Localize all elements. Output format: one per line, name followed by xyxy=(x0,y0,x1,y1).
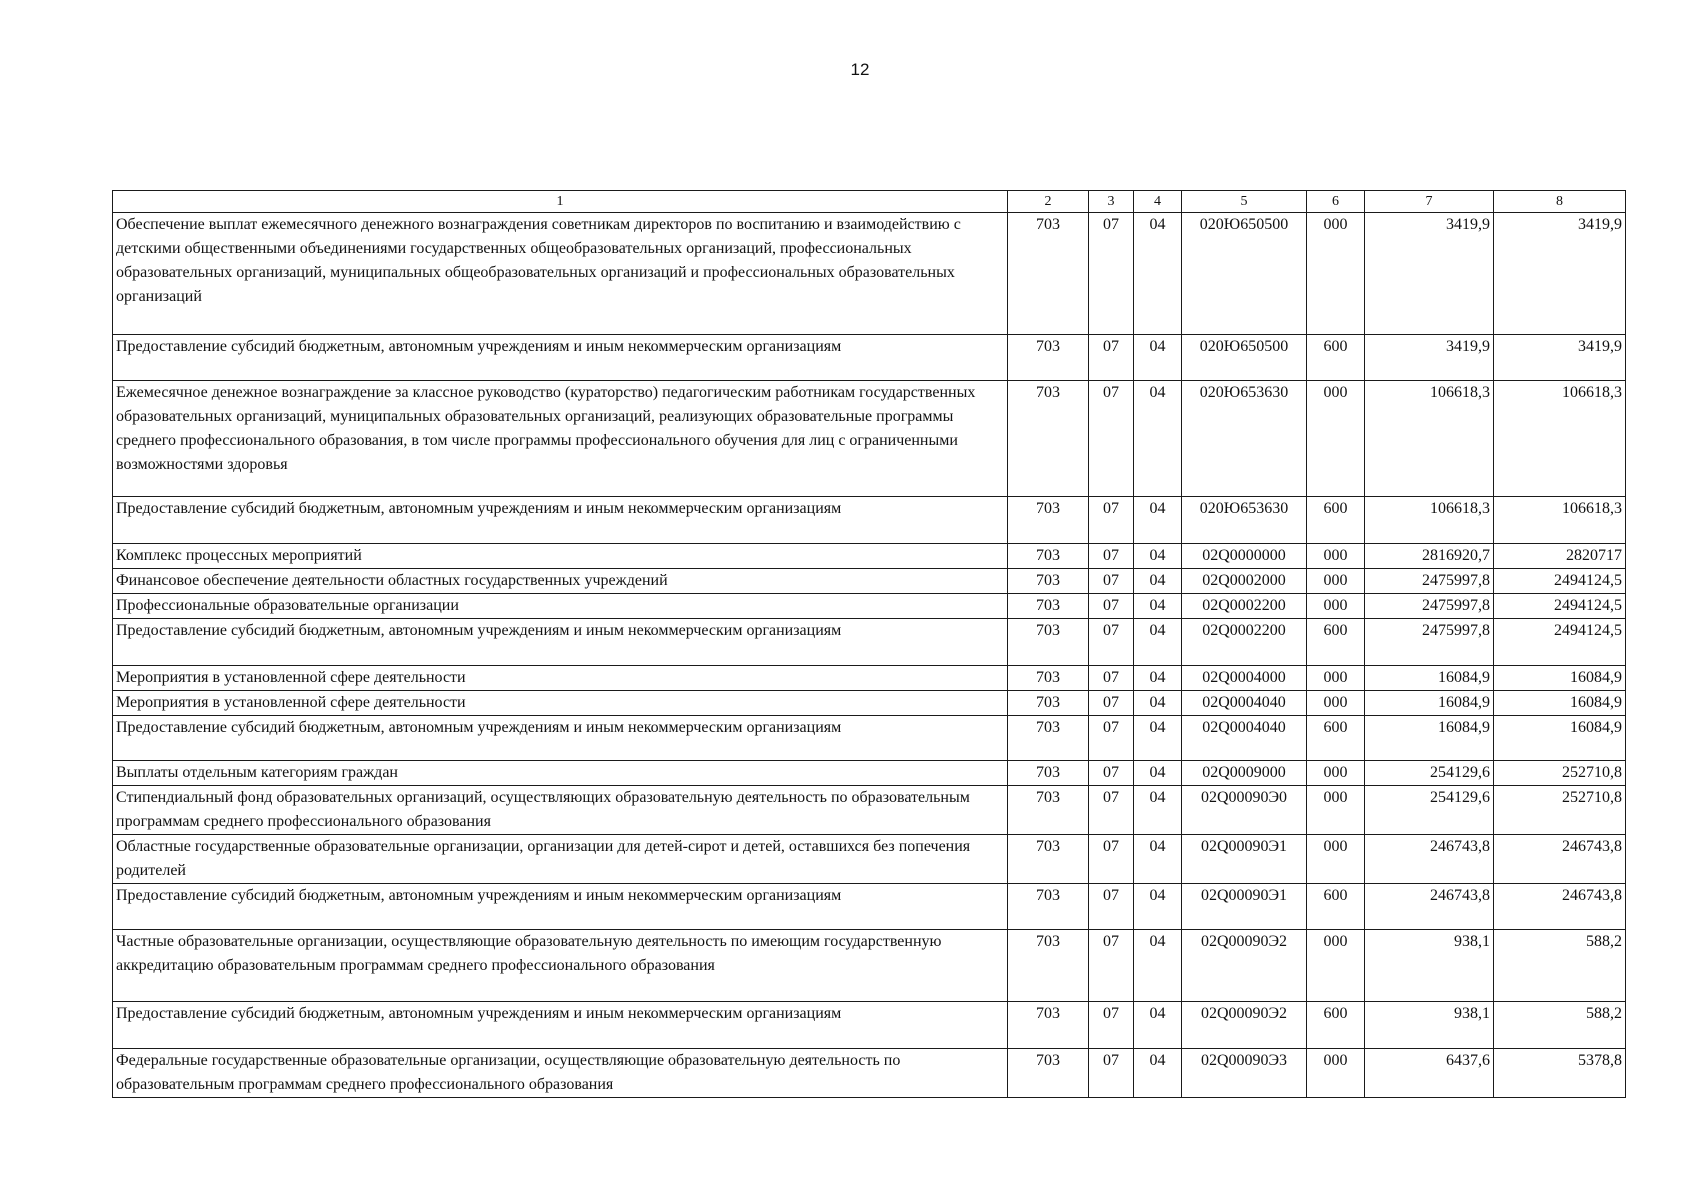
table-row xyxy=(113,213,1626,335)
cell-col5: 02Q00090Э3 xyxy=(1182,1049,1307,1098)
cell-col6: 600 xyxy=(1307,716,1365,761)
cell-col6: 000 xyxy=(1307,835,1365,884)
header-cell: 8 xyxy=(1494,191,1626,213)
cell-col6: 000 xyxy=(1307,569,1365,594)
cell-col5: 02Q0004040 xyxy=(1182,691,1307,716)
row-name: Областные государственные образовательные организации, организации для детей-сирот и детей, оставшихся без попечения родителей xyxy=(113,835,1008,884)
cell-col2: 703 xyxy=(1008,930,1089,1002)
cell-col4: 04 xyxy=(1134,666,1182,691)
cell-col5: 020Ю650500 xyxy=(1182,335,1307,381)
cell-col8: 2494124,5 xyxy=(1494,619,1626,666)
cell-col2: 703 xyxy=(1008,594,1089,619)
row-name: Обеспечение выплат ежемесячного денежного вознаграждения советникам директоров по воспитанию и взаимодействию с детскими общественными объединениями государственных общеобразовательных организаций, профессиональных образовательных организаций, муниципальных общеобразовательных организаций и профессиональных образовательных организаций xyxy=(113,213,1008,335)
cell-col2: 703 xyxy=(1008,619,1089,666)
cell-col5: 02Q00090Э0 xyxy=(1182,786,1307,835)
table-row xyxy=(113,569,1626,594)
header-cell: 3 xyxy=(1089,191,1134,213)
page-number: 12 xyxy=(850,60,870,79)
row-name: Предоставление субсидий бюджетным, автономным учреждениям и иным некоммерческим организациям xyxy=(113,884,1008,930)
header-cell: 7 xyxy=(1365,191,1494,213)
cell-col6: 000 xyxy=(1307,544,1365,569)
cell-col4: 04 xyxy=(1134,335,1182,381)
table-row xyxy=(113,716,1626,761)
cell-col7: 938,1 xyxy=(1365,1002,1494,1049)
cell-col8: 2494124,5 xyxy=(1494,594,1626,619)
cell-col5: 020Ю653630 xyxy=(1182,381,1307,497)
cell-col3: 07 xyxy=(1089,544,1134,569)
table-row xyxy=(113,619,1626,666)
header-cell: 1 xyxy=(113,191,1008,213)
cell-col7: 106618,3 xyxy=(1365,381,1494,497)
cell-col4: 04 xyxy=(1134,213,1182,335)
cell-col5: 020Ю650500 xyxy=(1182,213,1307,335)
cell-col7: 2816920,7 xyxy=(1365,544,1494,569)
cell-col2: 703 xyxy=(1008,569,1089,594)
cell-col7: 16084,9 xyxy=(1365,691,1494,716)
cell-col2: 703 xyxy=(1008,884,1089,930)
table-row xyxy=(113,1049,1626,1098)
cell-col4: 04 xyxy=(1134,1049,1182,1098)
row-name: Мероприятия в установленной сфере деятельности xyxy=(113,691,1008,716)
table-row xyxy=(113,544,1626,569)
cell-col7: 16084,9 xyxy=(1365,716,1494,761)
table-row xyxy=(113,691,1626,716)
cell-col4: 04 xyxy=(1134,761,1182,786)
table-header-row xyxy=(113,191,1626,213)
row-name: Предоставление субсидий бюджетным, автономным учреждениям и иным некоммерческим организациям xyxy=(113,716,1008,761)
table-row xyxy=(113,930,1626,1002)
cell-col8: 588,2 xyxy=(1494,1002,1626,1049)
cell-col5: 02Q0004040 xyxy=(1182,716,1307,761)
row-name: Предоставление субсидий бюджетным, автономным учреждениям и иным некоммерческим организациям xyxy=(113,335,1008,381)
cell-col3: 07 xyxy=(1089,569,1134,594)
cell-col4: 04 xyxy=(1134,544,1182,569)
cell-col8: 246743,8 xyxy=(1494,835,1626,884)
cell-col8: 3419,9 xyxy=(1494,335,1626,381)
cell-col6: 600 xyxy=(1307,335,1365,381)
cell-col7: 246743,8 xyxy=(1365,835,1494,884)
cell-col8: 2494124,5 xyxy=(1494,569,1626,594)
table-row xyxy=(113,884,1626,930)
cell-col3: 07 xyxy=(1089,835,1134,884)
row-name: Предоставление субсидий бюджетным, автономным учреждениям и иным некоммерческим организациям xyxy=(113,497,1008,544)
cell-col3: 07 xyxy=(1089,1002,1134,1049)
table-row xyxy=(113,381,1626,497)
row-name: Ежемесячное денежное вознаграждение за классное руководство (кураторство) педагогическим работникам государственных образовательных организаций, муниципальных образовательных организаций, реализующих образовательные программы среднего профессионального образования, в том числе программы профессионального обучения для лиц с ограниченными возможностями здоровья xyxy=(113,381,1008,497)
cell-col2: 703 xyxy=(1008,497,1089,544)
cell-col4: 04 xyxy=(1134,930,1182,1002)
cell-col7: 106618,3 xyxy=(1365,497,1494,544)
row-name: Стипендиальный фонд образовательных организаций, осуществляющих образовательную деятельность по образовательным программам среднего профессионального образования xyxy=(113,786,1008,835)
cell-col8: 16084,9 xyxy=(1494,716,1626,761)
cell-col7: 938,1 xyxy=(1365,930,1494,1002)
cell-col2: 703 xyxy=(1008,381,1089,497)
cell-col6: 000 xyxy=(1307,594,1365,619)
cell-col4: 04 xyxy=(1134,835,1182,884)
row-name: Выплаты отдельным категориям граждан xyxy=(113,761,1008,786)
table-row xyxy=(113,761,1626,786)
header-cell: 5 xyxy=(1182,191,1307,213)
cell-col5: 02Q0009000 xyxy=(1182,761,1307,786)
cell-col8: 5378,8 xyxy=(1494,1049,1626,1098)
table-row xyxy=(113,497,1626,544)
row-name: Профессиональные образовательные организации xyxy=(113,594,1008,619)
cell-col7: 2475997,8 xyxy=(1365,569,1494,594)
cell-col6: 000 xyxy=(1307,1049,1365,1098)
cell-col4: 04 xyxy=(1134,497,1182,544)
cell-col4: 04 xyxy=(1134,381,1182,497)
cell-col3: 07 xyxy=(1089,381,1134,497)
cell-col7: 246743,8 xyxy=(1365,884,1494,930)
row-name: Предоставление субсидий бюджетным, автономным учреждениям и иным некоммерческим организациям xyxy=(113,1002,1008,1049)
cell-col4: 04 xyxy=(1134,569,1182,594)
cell-col4: 04 xyxy=(1134,786,1182,835)
cell-col2: 703 xyxy=(1008,835,1089,884)
cell-col2: 703 xyxy=(1008,1049,1089,1098)
table-row xyxy=(113,1002,1626,1049)
cell-col8: 106618,3 xyxy=(1494,497,1626,544)
cell-col5: 02Q00090Э1 xyxy=(1182,835,1307,884)
cell-col3: 07 xyxy=(1089,761,1134,786)
cell-col8: 252710,8 xyxy=(1494,786,1626,835)
cell-col4: 04 xyxy=(1134,594,1182,619)
table-row xyxy=(113,594,1626,619)
cell-col3: 07 xyxy=(1089,619,1134,666)
cell-col8: 3419,9 xyxy=(1494,213,1626,335)
cell-col8: 246743,8 xyxy=(1494,884,1626,930)
cell-col5: 02Q0002200 xyxy=(1182,619,1307,666)
cell-col5: 02Q00090Э1 xyxy=(1182,884,1307,930)
cell-col2: 703 xyxy=(1008,666,1089,691)
cell-col8: 16084,9 xyxy=(1494,691,1626,716)
cell-col7: 2475997,8 xyxy=(1365,619,1494,666)
cell-col5: 02Q00090Э2 xyxy=(1182,930,1307,1002)
row-name: Предоставление субсидий бюджетным, автономным учреждениям и иным некоммерческим организациям xyxy=(113,619,1008,666)
cell-col5: 02Q00090Э2 xyxy=(1182,1002,1307,1049)
header-cell: 6 xyxy=(1307,191,1365,213)
cell-col7: 254129,6 xyxy=(1365,761,1494,786)
cell-col3: 07 xyxy=(1089,716,1134,761)
cell-col3: 07 xyxy=(1089,786,1134,835)
cell-col6: 000 xyxy=(1307,930,1365,1002)
cell-col8: 588,2 xyxy=(1494,930,1626,1002)
table-row xyxy=(113,335,1626,381)
cell-col8: 106618,3 xyxy=(1494,381,1626,497)
cell-col7: 2475997,8 xyxy=(1365,594,1494,619)
cell-col3: 07 xyxy=(1089,1049,1134,1098)
cell-col6: 000 xyxy=(1307,786,1365,835)
row-name: Мероприятия в установленной сфере деятельности xyxy=(113,666,1008,691)
cell-col8: 16084,9 xyxy=(1494,666,1626,691)
cell-col4: 04 xyxy=(1134,691,1182,716)
cell-col3: 07 xyxy=(1089,884,1134,930)
cell-col3: 07 xyxy=(1089,594,1134,619)
cell-col5: 02Q0002200 xyxy=(1182,594,1307,619)
header-cell: 2 xyxy=(1008,191,1089,213)
cell-col2: 703 xyxy=(1008,213,1089,335)
cell-col2: 703 xyxy=(1008,1002,1089,1049)
row-name: Федеральные государственные образовательные организации, осуществляющие образовательную деятельность по образовательным программам среднего профессионального образования xyxy=(113,1049,1008,1098)
cell-col2: 703 xyxy=(1008,761,1089,786)
cell-col3: 07 xyxy=(1089,497,1134,544)
cell-col5: 02Q0000000 xyxy=(1182,544,1307,569)
cell-col7: 16084,9 xyxy=(1365,666,1494,691)
cell-col8: 252710,8 xyxy=(1494,761,1626,786)
table-row xyxy=(113,786,1626,835)
row-name: Комплекс процессных мероприятий xyxy=(113,544,1008,569)
cell-col2: 703 xyxy=(1008,691,1089,716)
header-cell: 4 xyxy=(1134,191,1182,213)
cell-col2: 703 xyxy=(1008,544,1089,569)
cell-col2: 703 xyxy=(1008,335,1089,381)
cell-col7: 3419,9 xyxy=(1365,213,1494,335)
cell-col3: 07 xyxy=(1089,335,1134,381)
cell-col3: 07 xyxy=(1089,213,1134,335)
cell-col6: 000 xyxy=(1307,213,1365,335)
cell-col4: 04 xyxy=(1134,619,1182,666)
cell-col4: 04 xyxy=(1134,884,1182,930)
table-row xyxy=(113,666,1626,691)
cell-col6: 000 xyxy=(1307,761,1365,786)
row-name: Финансовое обеспечение деятельности областных государственных учреждений xyxy=(113,569,1008,594)
cell-col3: 07 xyxy=(1089,666,1134,691)
cell-col5: 020Ю653630 xyxy=(1182,497,1307,544)
cell-col7: 254129,6 xyxy=(1365,786,1494,835)
cell-col5: 02Q0004000 xyxy=(1182,666,1307,691)
budget-table xyxy=(112,190,1626,1098)
cell-col4: 04 xyxy=(1134,716,1182,761)
cell-col3: 07 xyxy=(1089,691,1134,716)
row-name: Частные образовательные организации, осуществляющие образовательную деятельность по имеющим государственную аккредитацию образовательным программам среднего профессионального образования xyxy=(113,930,1008,1002)
cell-col7: 6437,6 xyxy=(1365,1049,1494,1098)
cell-col6: 600 xyxy=(1307,884,1365,930)
cell-col6: 000 xyxy=(1307,691,1365,716)
cell-col2: 703 xyxy=(1008,786,1089,835)
cell-col6: 600 xyxy=(1307,1002,1365,1049)
cell-col6: 600 xyxy=(1307,619,1365,666)
cell-col8: 2820717 xyxy=(1494,544,1626,569)
cell-col2: 703 xyxy=(1008,716,1089,761)
cell-col4: 04 xyxy=(1134,1002,1182,1049)
cell-col6: 000 xyxy=(1307,666,1365,691)
cell-col6: 600 xyxy=(1307,497,1365,544)
table-row xyxy=(113,835,1626,884)
cell-col5: 02Q0002000 xyxy=(1182,569,1307,594)
cell-col7: 3419,9 xyxy=(1365,335,1494,381)
cell-col3: 07 xyxy=(1089,930,1134,1002)
cell-col6: 000 xyxy=(1307,381,1365,497)
